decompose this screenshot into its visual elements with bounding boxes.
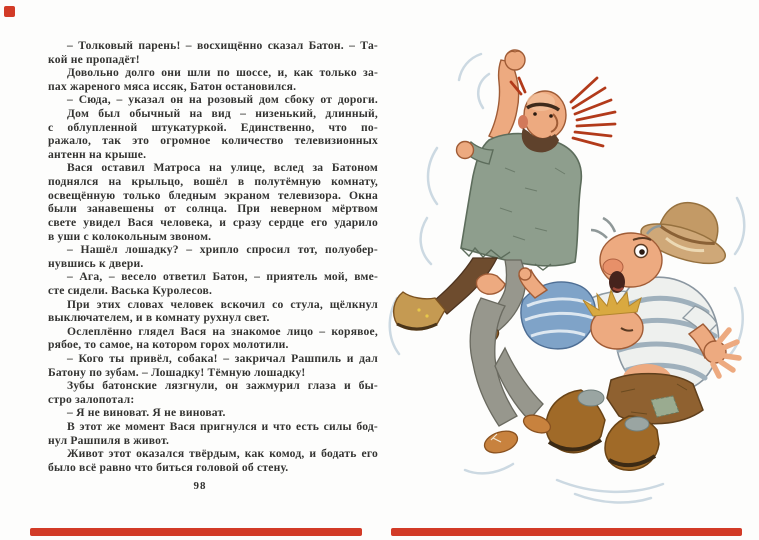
text-line: с облупленной штукатуркой. Единственно, что по- (48, 120, 378, 134)
text-line: – Ага, – весело ответил Батон, – приятель мой, вме- (67, 270, 378, 284)
text-line: ражало, так это огромное количество телевизионных (48, 134, 378, 148)
text-line: В этот же момент Вася пригнулся и что есть силы бод- (67, 420, 378, 434)
text-line: в уши с колокольным звоном. (48, 229, 212, 243)
text-line: Живот этот оказался твёрдым, как комод, и бодать его (67, 447, 378, 461)
cover-edge-corner-mark (4, 6, 15, 17)
text-line: были занавешены от солнца. При неверном мёртвом (48, 202, 378, 216)
text-line: Вася оставил Матроса на улице, вслед за Батоном (67, 161, 378, 175)
text-line: выключателем, и в комнату рухнул свет. (48, 311, 270, 325)
text-line: – Толковый парень! – восхищённо сказал Батон. – Та- (67, 39, 378, 52)
cover-edge-bar-right (391, 528, 742, 536)
text-line: Зубы батонские лязгнули, он зажмурил глаза и бы- (67, 379, 378, 393)
text-line: Дом был обычный на вид – низенький, длинный, (67, 107, 378, 121)
text-line: – Сюда, – указал он на розовый дом сбоку от дороги. (67, 93, 378, 107)
text-line: – Я не виноват. Я не виноват. (67, 406, 226, 420)
text-line: свете увидел Вася человека, и сразу сердце его ударило (48, 215, 378, 229)
page-number: 98 (193, 480, 207, 492)
text-line: При этих словах человек вскочил со стула, щёлкнул (67, 297, 378, 311)
text-line: Довольно долго они шли по шоссе, и, как только за- (67, 66, 378, 80)
text-line: – Нашёл лошадку? – хрипло спросил тот, полуобер- (67, 243, 378, 257)
book-text (48, 39, 378, 475)
text-line: освещённую только бледным экраном телевизора. Окна (48, 188, 378, 202)
text-line: поднялся на крыльцо, вошёл в полутёмную комнату, (48, 175, 378, 189)
illustration-fight-scene (385, 48, 757, 510)
text-line: Ослеплённо глядел Вася на знакомое лицо – корявое, (67, 324, 378, 338)
text-line: кой не пропадёт! (48, 52, 140, 66)
cover-edge-bar-left (30, 528, 362, 536)
text-line: – Кого ты привёл, собака! – закричал Рашпиль и дал (67, 352, 378, 366)
text-line: антенн на крыше. (48, 147, 147, 161)
text-line: стро залопотал: (48, 392, 135, 406)
text-line: сте сидели. Васька Куролесов. (48, 283, 213, 297)
text-line: пах жареного мяса иссяк, Батон остановился. (48, 79, 297, 93)
text-line: было всё равно что биться головой об стену. (48, 460, 289, 474)
text-line: Батону по зубам. – Лошадку! Тёмную лошадку! (48, 365, 306, 379)
text-line: нул Рашпиля в живот. (48, 433, 170, 447)
text-line: нувшись к двери. (48, 256, 144, 270)
text-line: рябое, то самое, на котором горох молотили. (48, 338, 289, 352)
